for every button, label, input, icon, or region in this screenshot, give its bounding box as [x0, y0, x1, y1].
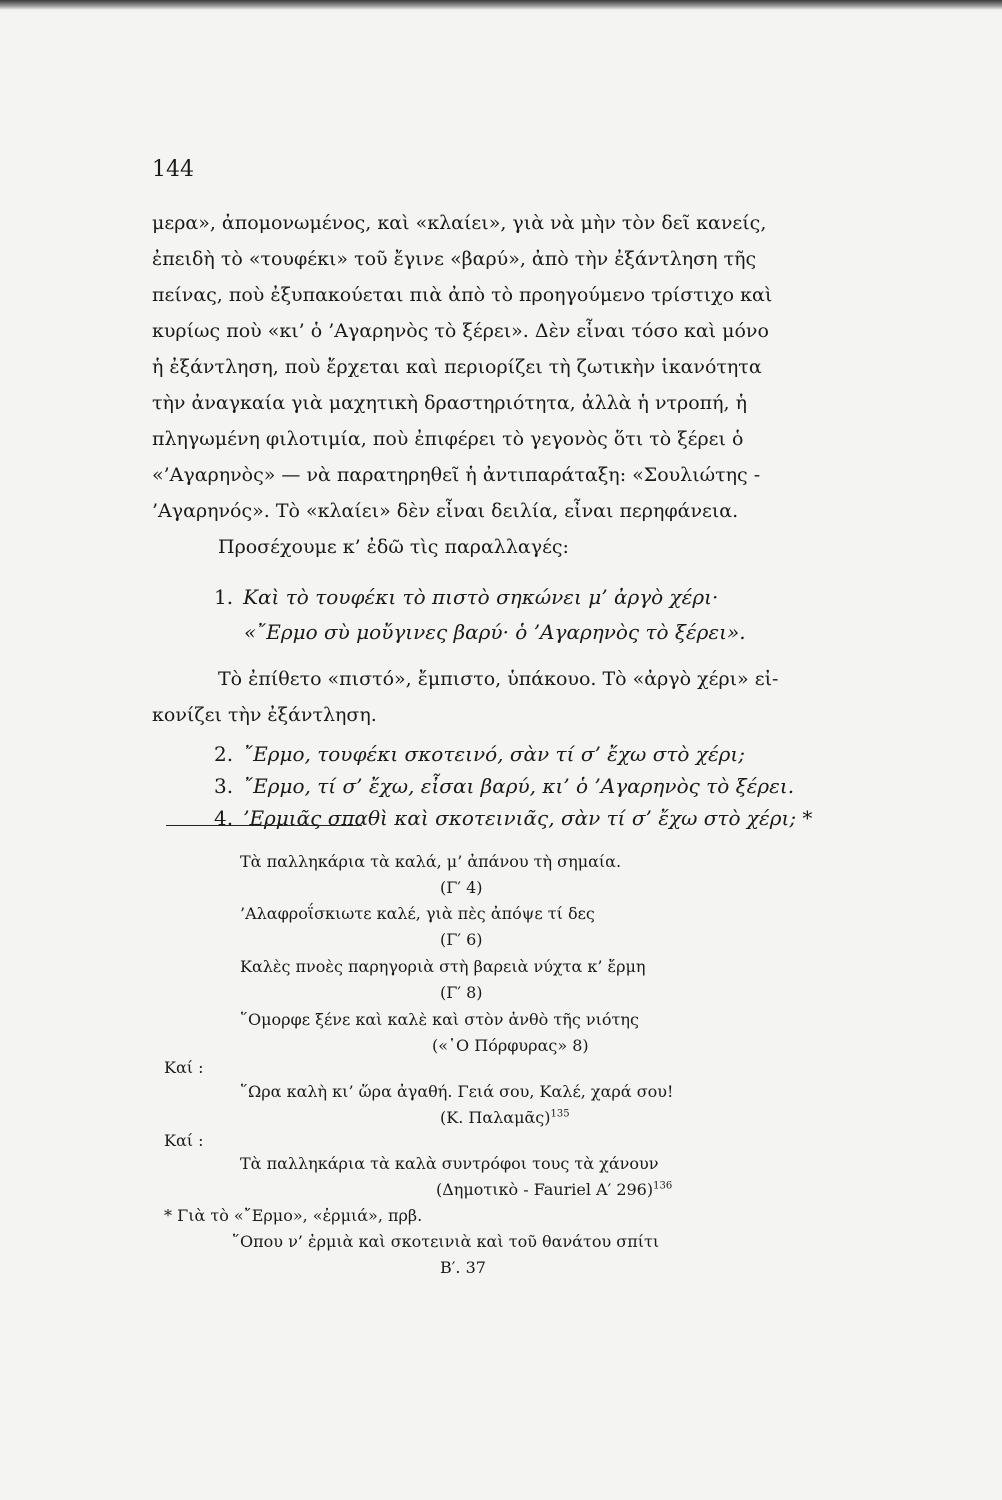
page-number: 144: [152, 157, 194, 182]
text-line: Τὸ ἐπίθετο «πιστό», ἔμπιστο, ὑπάκουο. Τὸ «ἀργὸ χέρι» εἰ-: [218, 668, 779, 690]
verse-2: [214, 742, 745, 766]
footnote-ref: Β′. 37: [440, 1258, 486, 1277]
footnote-quote: Τὰ παλληκάρια τὰ καλὰ συντρόφοι τους τὰ χάνουν: [240, 1154, 659, 1173]
footnote-divider: [166, 825, 362, 826]
intro-line: Προσέχουμε κ’ ἐδῶ τὶς παραλλαγές:: [218, 536, 569, 558]
verse-3: [214, 774, 794, 798]
text-line: κονίζει τὴν ἐξάντληση.: [152, 704, 377, 726]
text-line: ἡ ἐξάντληση, ποὺ ἔρχεται καὶ περιορίζει τὴ ζωτικὴν ἱκανότητα: [152, 356, 762, 378]
footnote-quote: ’Αλαφροΐσκιωτε καλέ, γιὰ πὲς ἀπόψε τί δες: [240, 904, 595, 923]
text-line: ἐπειδὴ τὸ «τουφέκι» τοῦ ἔγινε «βαρύ», ἀπὸ τὴν ἐξάντληση τῆς: [152, 248, 757, 270]
footnote-quote: Καλὲς πνοὲς παρηγοριὰ στὴ βαρειὰ νύχτα κ’ ἔρμη: [240, 957, 646, 976]
text-line: τὴν ἀναγκαία γιὰ μαχητικὴ δραστηριότητα, ἀλλὰ ἡ ντροπή, ἡ: [152, 392, 747, 414]
verse-text: Καὶ τὸ τουφέκι τὸ πιστὸ σηκώνει μ’ ἀργὸ χέρι·: [243, 585, 719, 609]
text-line: πείνας, ποὺ ἐξυπακούεται πιὰ ἀπὸ τὸ προηγούμενο τρίστιχο καὶ: [152, 284, 773, 306]
footnote-ref: (Γ′ 6): [440, 930, 483, 949]
footnote-quote: ῞Οπου ν’ ἐρμιὰ καὶ σκοτεινιὰ καὶ τοῦ θανάτου σπίτι: [232, 1232, 660, 1251]
footnote-ref: [440, 1108, 570, 1127]
reference-number: 135: [550, 1108, 570, 1120]
footnote-ref: [436, 1180, 672, 1199]
verse-text: ῎Ερμο, τουφέκι σκοτεινό, σὰν τί σ’ ἔχω στὸ χέρι;: [243, 742, 746, 766]
verse-1-line-1: [214, 585, 718, 609]
footnote-ref: (Γ′ 4): [440, 878, 483, 897]
reference-number: 136: [653, 1180, 673, 1192]
footnote-quote: ῞Ομορφε ξένε καὶ καλὲ καὶ στὸν ἀνθὸ τῆς νιότης: [240, 1010, 639, 1029]
verse-number: 4.: [214, 806, 234, 830]
text-line: πληγωμένη φιλοτιμία, ποὺ ἐπιφέρει τὸ γεγονὸς ὅτι τὸ ξέρει ὁ: [152, 428, 744, 450]
text-line: ’Αγαρηνός». Τὸ «κλαίει» δὲν εἶναι δειλία, εἶναι περηφάνεια.: [152, 500, 739, 522]
verse-4: [214, 806, 812, 830]
text-line: μερα», ἀπομονωμένος, καὶ «κλαίει», γιὰ νὰ μὴν τὸν δεῖ κανείς,: [152, 212, 767, 234]
footnote-ref: (Γ′ 8): [440, 983, 483, 1002]
text-line: κυρίως ποὺ «κι’ ὁ ’Αγαρηνὸς τὸ ξέρει». Δὲν εἶναι τόσο καὶ μόνο: [152, 320, 769, 342]
footnote-star: * Γιὰ τὸ «῎Ερμο», «ἐρμιά», πρβ.: [164, 1206, 423, 1225]
ref-text: (Κ. Παλαμᾶς): [440, 1108, 551, 1127]
text-line: «’Αγαρηνὸς» — νὰ παρατηρηθεῖ ἡ ἀντιπαράταξη: «Σουλιώτης -: [152, 464, 761, 486]
ref-text: (Δημοτικὸ - Fauriel Α′ 296): [436, 1180, 654, 1199]
verse-number: 3.: [214, 774, 234, 798]
verse-text: ’Ερμιᾶς σπαθὶ καὶ σκοτεινιᾶς, σὰν τί σ’ ἔχω στὸ χέρι; *: [243, 806, 813, 830]
verse-number: 2.: [214, 742, 234, 766]
verse-text: ῎Ερμο, τί σ’ ἔχω, εἶσαι βαρύ, κι’ ὁ ’Αγαρηνὸς τὸ ξέρει.: [243, 774, 795, 798]
footnote-quote: Τὰ παλληκάρια τὰ καλά, μ’ ἀπάνου τὴ σημαία.: [240, 852, 622, 871]
footnote-label: Καί :: [164, 1131, 204, 1150]
footnote-ref: («῾Ο Πόρφυρας» 8): [432, 1036, 589, 1055]
verse-1-line-2: «῎Ερμο σὺ μοὔγινες βαρύ· ὁ ’Αγαρηνὸς τὸ ξέρει».: [244, 620, 746, 644]
footnote-quote: ῞Ωρα καλὴ κι’ ὥρα ἀγαθή. Γειά σου, Καλέ, χαρά σου!: [240, 1082, 674, 1101]
page-top-edge: [0, 0, 1002, 10]
verse-number: 1.: [214, 585, 234, 609]
footnote-label: Καί :: [164, 1058, 204, 1077]
